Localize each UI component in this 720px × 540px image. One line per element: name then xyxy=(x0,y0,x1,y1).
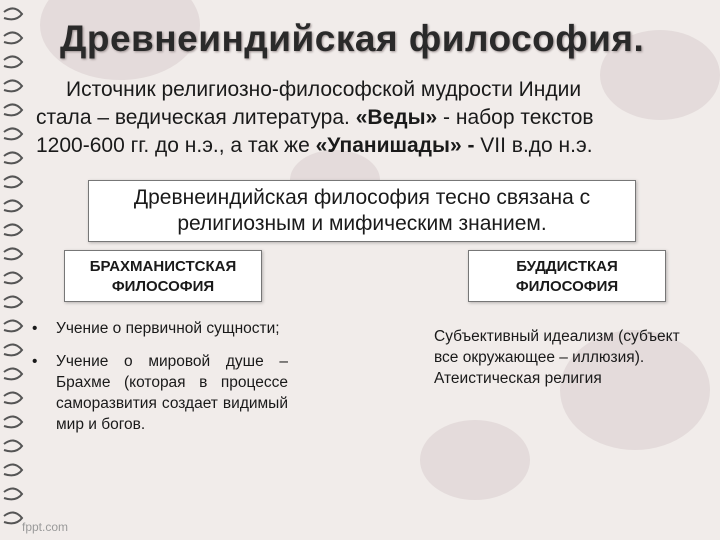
list-item xyxy=(30,318,288,339)
intro-text: VII в.до н.э. xyxy=(474,134,593,157)
main-statement-box xyxy=(88,180,636,242)
upanishads-term: «Упанишады» - xyxy=(315,134,475,157)
list-item-text: Учение о первичной сущности; xyxy=(56,320,280,337)
brahmanist-label-1: БРАХМАНИСТСКАЯ xyxy=(89,258,237,275)
intro-text: 1200-600 гг. до н.э., а так же xyxy=(36,134,316,157)
bullet-icon: • xyxy=(32,353,38,370)
brahmanist-box xyxy=(64,250,262,302)
vedas-term: «Веды» xyxy=(355,106,438,129)
buddhist-box xyxy=(468,250,666,302)
slide-title: Древнеиндийская философия. xyxy=(60,18,645,59)
buddhist-description: Субъективный идеализм (субъект все окружающее – иллюзия). Атеистическая религия xyxy=(434,328,680,387)
intro-line-1: Источник религиозно-философской мудрости Индии xyxy=(66,78,582,101)
list-item xyxy=(30,351,288,435)
intro-line-3 xyxy=(36,132,706,160)
spiral-binding-icon xyxy=(0,0,30,540)
buddhist-label-2: ФИЛОСОФИЯ xyxy=(515,278,619,295)
footer-watermark: fppt.com xyxy=(22,520,69,534)
intro-paragraph xyxy=(36,76,706,160)
main-statement-line-1: Древнеиндийская философия тесно связана с xyxy=(133,186,591,209)
intro-text: стала – ведическая литература. xyxy=(36,106,356,129)
bullet-icon: • xyxy=(32,320,38,337)
ink-blot xyxy=(420,420,530,500)
brahmanist-list xyxy=(30,318,288,447)
intro-text: - набор текстов xyxy=(437,106,594,129)
brahmanist-label-2: ФИЛОСОФИЯ xyxy=(111,278,215,295)
main-statement-line-2: религиозным и мифическим знанием. xyxy=(177,212,547,235)
buddhist-label-1: БУДДИСТКАЯ xyxy=(516,258,618,275)
list-item-text: Учение о мировой душе – Брахме (которая в процессе саморазвития создает видимый мир и богов. xyxy=(56,353,288,433)
intro-line-2 xyxy=(36,104,706,132)
